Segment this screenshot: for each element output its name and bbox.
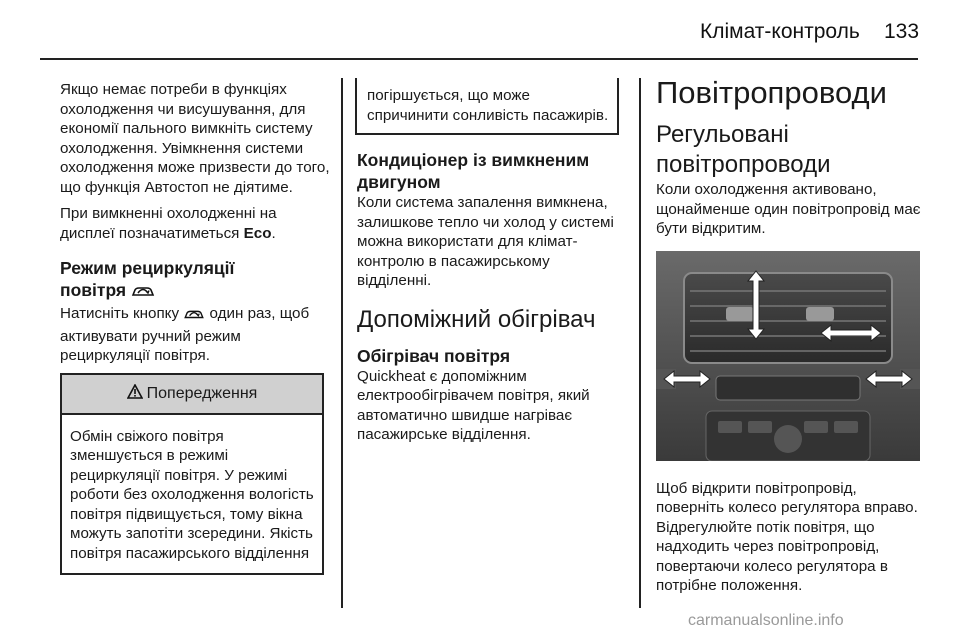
eco-label: Eco <box>243 224 272 242</box>
paragraph-recirc-instructions <box>60 304 330 366</box>
watermark: carmanualsonline.info <box>688 612 844 629</box>
warning-box-continued <box>355 78 619 135</box>
warning-title: Попередження <box>146 384 258 402</box>
paragraph-adjustable-vents: Коли охолодження активовано, щонайменше один повітропровід має бути відкритим. <box>656 181 921 237</box>
air-vent-photo <box>656 251 920 461</box>
recirculation-car-icon <box>131 282 155 304</box>
column-2 <box>357 78 627 452</box>
recirc-instr-a: Натисніть кнопку <box>60 305 184 322</box>
header-divider <box>40 58 918 60</box>
paragraph-air-heater: Quickheat є допоміжним електрообігрівачем повітря, який автоматично швидше нагріває пасажирське відділення. <box>357 367 590 443</box>
warning-body <box>62 415 322 574</box>
paragraph-cooling-economy: Якщо немає потреби в функціях охолодження чи висушування, для економії пального вимкніть систему охолодження. Увімкнення системи охолодження може призвести до того, що функція Автостоп не діятиме. <box>60 81 330 196</box>
recirc-heading-line1: Режим рециркуляції <box>60 258 235 278</box>
recirc-heading-line2: повітря <box>60 280 127 300</box>
heading-adjustable-vents: Регульовані повітропроводи <box>656 121 831 178</box>
eco-end: . <box>271 224 276 242</box>
paragraph-ac-engine-off: Коли система запалення вимкнена, залишкове тепло чи холод у системі можна використати для клімат-контролю в пасажирському відділенні. <box>357 194 614 289</box>
heading-ac-engine-off: Кондиціонер із вимкненим двигуном <box>357 150 590 192</box>
paragraph-open-vent: Щоб відкрити повітропровід, поверніть колесо регулятора вправо. Відрегулюйте потік повітря, що надходить через повітропровід, повертаючи колесо регулятора в потрібне положення. <box>656 479 918 594</box>
heading-recirculation <box>60 257 330 304</box>
column-divider-2 <box>639 78 641 608</box>
paragraph-eco-display <box>60 204 330 243</box>
eco-text: При вимкненні охолодженні на дисплеї позначатиметься <box>60 205 277 242</box>
warning-box <box>60 373 324 576</box>
heading-air-heater: Обігрівач повітря <box>357 345 511 366</box>
warning-triangle-icon <box>127 384 143 404</box>
page-number: 133 <box>884 20 920 43</box>
header-title: Клімат-контроль <box>700 20 860 43</box>
recirc-instr-b: один раз, щоб активувати ручний режим рециркуляції повітря. <box>60 305 310 364</box>
warning-header <box>62 375 322 415</box>
recirculation-button-icon <box>183 307 205 327</box>
warning-text: Обмін свіжого повітря зменшується в режимі рециркуляції повітря. У режимі роботи без охолодження вологість повітря підвищується, тому вікна можуть запотіти зсередини. Якість повітря пасажирського відділення <box>70 427 314 562</box>
column-divider-1 <box>341 78 343 608</box>
heading-auxiliary-heater: Допоміжний обігрівач <box>357 305 596 333</box>
heading-air-vents: Повітропроводи <box>656 75 887 110</box>
warning-continued-text: погіршується, що може спричинити сонливість пасажирів. <box>367 87 609 124</box>
column-1 <box>60 80 330 575</box>
column-3 <box>656 74 922 603</box>
